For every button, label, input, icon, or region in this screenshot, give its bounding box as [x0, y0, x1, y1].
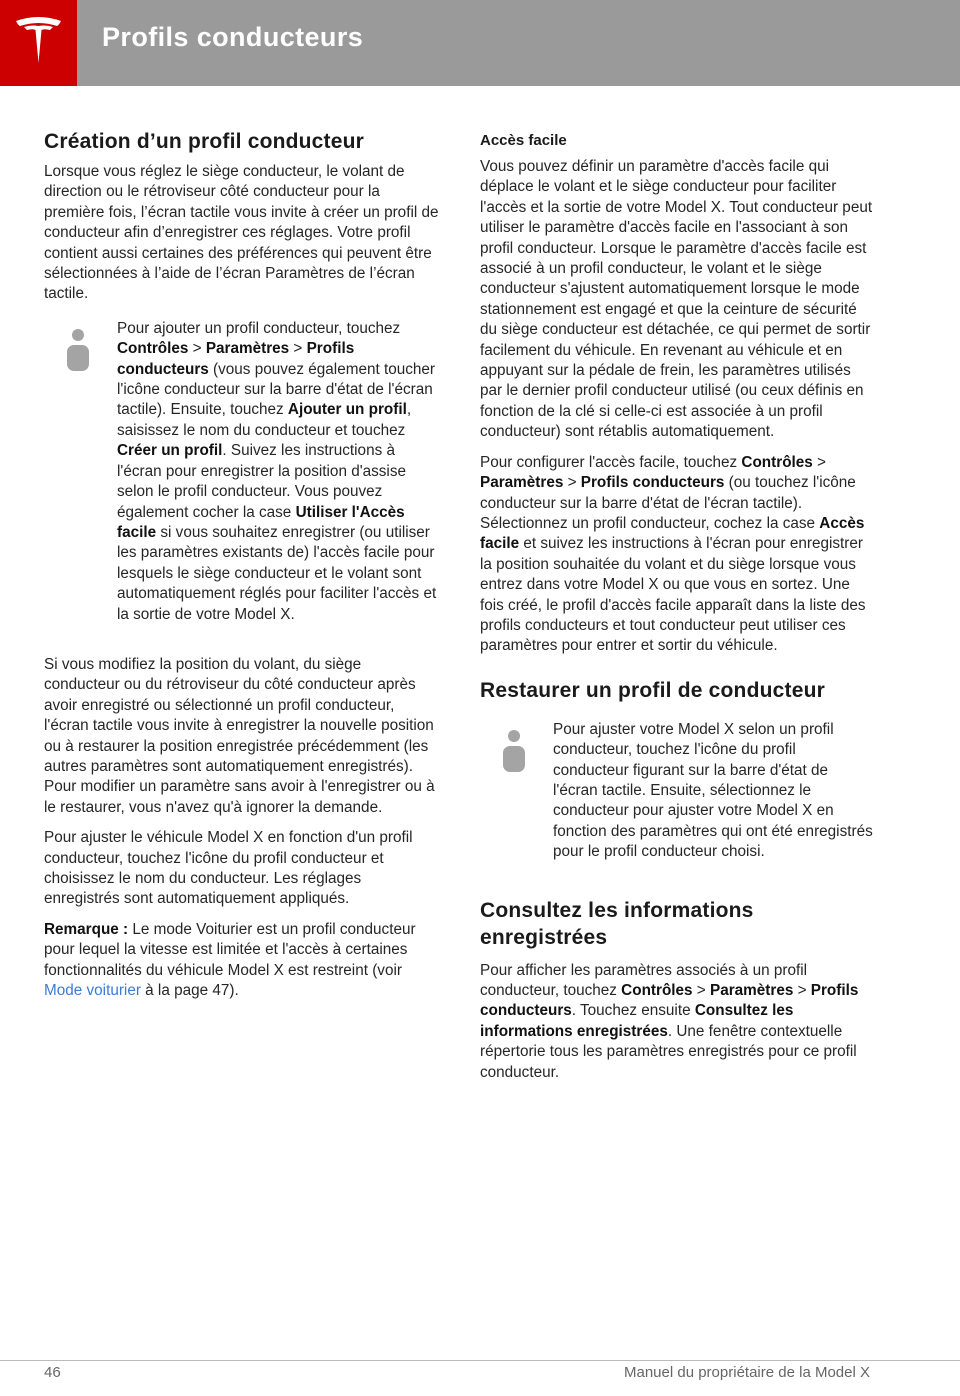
note-text: Pour ajuster votre Model X selon un profil conducteur, touchez l'icône du profil conducteur figurant sur la barre d'état de l'écran tactile. Ensuite, sélectionnez le conducteur pour ajuster votre Model X en fonction des paramètres qui ont été enregistrés pour le profil conducteur choisi.	[553, 720, 873, 861]
right-column	[480, 128, 874, 1093]
section-heading-consultez: Consultez les informations enregistrées	[480, 898, 754, 949]
acces-facile-paragraph: Vous pouvez définir un paramètre d'accès facile qui déplace le volant et le siège conducteur pour faciliter l'accès et la sortie de votre Model X. Tout conducteur peut utiliser le paramètre d'accès facile en l'associant à son profil conducteur. Lorsque le paramètre d'accès facile est associé à un profil conducteur, le volant et le siège conducteur s'ajustent automatiquement lorsque le mode stationnement est engagé et que la ceinture de sécurité du siège conducteur est détachée, ce qui permet de sortir facilement du véhicule. En revenant au véhicule et en appuyant sur la pédale de frein, les paramètres utilisés par le dernier profil conducteur utilisé (ou ceux définis en fonction de la clé si celle-ci est associée à un profil conducteur) sont rétablis automatiquement.	[480, 158, 873, 441]
subheading-acces-facile: Accès facile	[480, 132, 567, 149]
configure-paragraph: Pour configurer l'accès facile, touchez Contrôles > Paramètres > Profils conducteurs (ou touchez l'icône conducteur sur la barre d'état de l'écran tactile). Sélectionnez un profil conducteur, cochez la case Accès facile et suivez les instructions à l'écran pour enregistrer la position souhaitée du volant et du siège lorsque vous entrez dans votre Model X ou que vous en sortez. Une fois créé, le profil d'accès facile apparaît dans la liste des profils conducteurs et tout conducteur peut utiliser ces paramètres pour entrer et sortir du véhicule.	[480, 453, 866, 655]
footer-divider	[0, 1360, 960, 1361]
brand-logo-box	[0, 0, 77, 86]
driver-note	[44, 319, 440, 625]
driver-profile-icon	[502, 730, 526, 774]
page-title: Profils conducteurs	[102, 22, 364, 52]
manual-title: Manuel du propriétaire de la Model X	[624, 1364, 870, 1381]
adjust-paragraph: Pour ajuster le véhicule Model X en fonction d'un profil conducteur, touchez l'icône du profil conducteur et choisissez le nom du conducteur. Les réglages enregistrés sont automatiquement appliqués.	[44, 829, 413, 908]
note-text: Pour ajouter un profil conducteur, touchez Contrôles > Paramètres > Profils conducteurs (vous pouvez également toucher l'icône conducteur sur la barre d'état de l'écran tactile). Ensuite, touchez Ajouter un profil, saisissez le nom du conducteur et touchez Créer un profil. Suivez les instructions à l'écran pour enregistrer la position d'assise selon le profil conducteur. Vous pouvez également cocher la case Utiliser l'Accès facile si vous souhaitez enregistrer (ou utiliser les paramètres existants de) l'accès facile pour lesquels le siège conducteur et le volant sont automatiquement réglés pour faciliter l'accès et la sortie de votre Model X.	[117, 319, 437, 623]
restore-note	[480, 720, 874, 863]
page-header	[0, 0, 960, 86]
valet-mode-link[interactable]: Mode voiturier	[44, 982, 141, 1000]
section-heading-restaurer: Restaurer un profil de conducteur	[480, 678, 825, 702]
driver-profile-icon	[66, 329, 90, 373]
remark-paragraph: Remarque : Le mode Voiturier est un profil conducteur pour lequel la vitesse est limitée et l'accès à certaines fonctionnalités du véhicule Model X est restreint (voir Mode voiturier à la page 47).	[44, 920, 416, 1000]
page-number: 46	[44, 1364, 61, 1381]
section-heading-creation: Création d’un profil conducteur	[44, 130, 365, 153]
left-column	[44, 128, 440, 1011]
tesla-logo-icon	[13, 15, 64, 67]
modify-paragraph: Si vous modifiez la position du volant, du siège conducteur ou du rétroviseur du côté conducteur après avoir enregistré ou sélectionné un profil conducteur, l'écran tactile vous invite à enregistrer la nouvelle position ou à restaurer la position enregistrée précédemment (les autres paramètres sont automatiquement enregistrés). Pour modifier un paramètre sans avoir à l'enregistrer ou à le restaurer, vous n'avez qu'à ignorer la demande.	[44, 655, 435, 816]
consult-paragraph: Pour afficher les paramètres associés à un profil conducteur, touchez Contrôles > Paramètres > Profils conducteurs. Touchez ensuite Consultez les informations enregistrées. Une fenêtre contextuelle répertorie tous les paramètres enregistrés pour ce profil conducteur.	[480, 961, 859, 1081]
creation-paragraph: Lorsque vous réglez le siège conducteur, le volant de direction ou le rétroviseur côté conducteur pour la première fois, l’écran tactile vous invite à créer un profil de conducteur afin d’enregistrer ces réglages. Votre profil contient aussi certaines des préférences qui peuvent être sélectionnées à l’aide de l’écran Paramètres de l’écran tactile.	[44, 163, 439, 303]
